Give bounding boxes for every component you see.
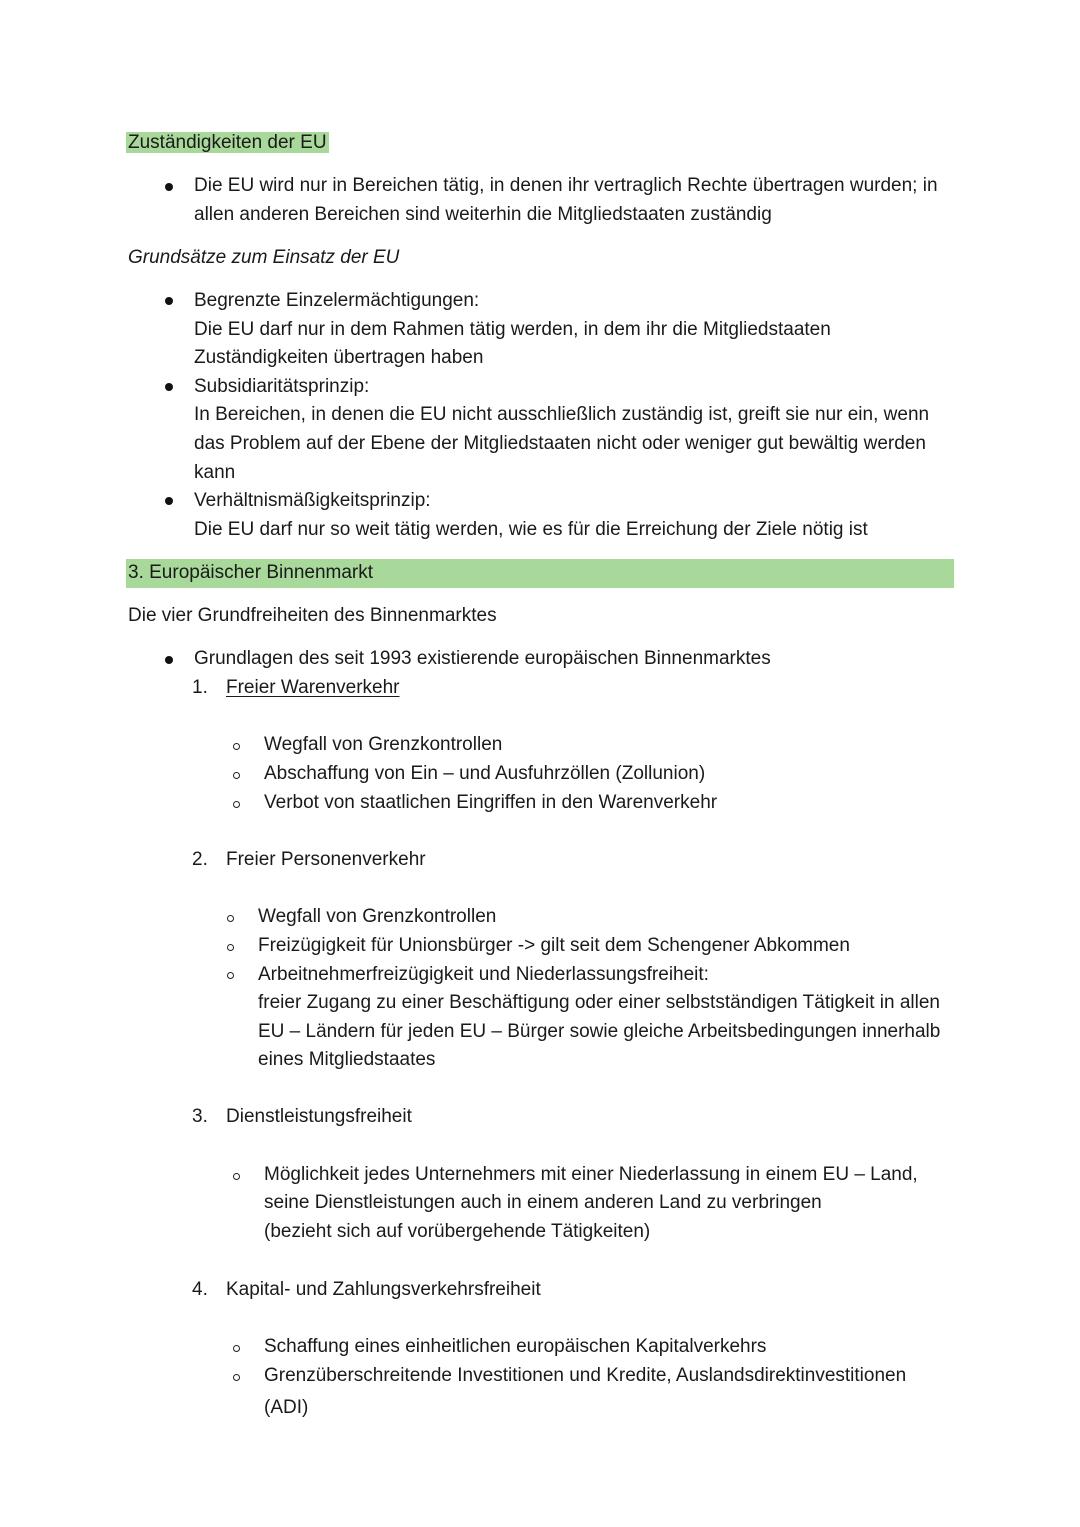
heading-binnenmarkt <box>126 559 954 588</box>
freedom-point: Arbeitnehmerfreizügigkeit und Niederlassungsfreiheit: <box>258 964 709 985</box>
bullet-icon <box>165 183 173 191</box>
freedom-point: Freizügigkeit für Unionsbürger -> gilt seit dem Schengener Abkommen <box>258 935 850 956</box>
freedom-number: 4. <box>192 1279 208 1300</box>
circle-bullet-icon <box>233 801 240 808</box>
list-item-text: In Bereichen, in denen die EU nicht ausschließlich zuständig ist, greift sie nur ein, wenn <box>194 404 930 425</box>
bullet-icon <box>165 297 173 305</box>
bullet-icon <box>165 656 173 664</box>
freedom-point: Möglichkeit jedes Unternehmers mit einer Niederlassung in einem EU – Land, <box>264 1164 918 1185</box>
freedom-title: Freier Personenverkehr <box>226 849 426 870</box>
circle-bullet-icon <box>233 1374 240 1381</box>
heading-text: 3. Europäischer Binnenmarkt <box>128 562 374 583</box>
circle-bullet-icon <box>227 944 234 951</box>
list-item-title: Verhältnismäßigkeitsprinzip: <box>194 490 431 511</box>
freedom-number: 1. <box>192 677 208 698</box>
freedom-point-text: freier Zugang zu einer Beschäftigung oder einer selbstständigen Tätigkeit in allen <box>258 992 940 1013</box>
circle-bullet-icon <box>233 743 240 750</box>
heading-grundsaetze: Grundsätze zum Einsatz der EU <box>128 247 400 268</box>
freedom-point: Wegfall von Grenzkontrollen <box>264 734 503 755</box>
freedom-point: Grenzüberschreitende Investitionen und Kredite, Auslandsdirektinvestitionen <box>264 1365 907 1386</box>
heading-text: Zuständigkeiten der EU <box>128 132 327 153</box>
freedom-point-text: (bezieht sich auf vorübergehende Tätigkeiten) <box>264 1221 651 1242</box>
freedom-point-text: seine Dienstleistungen auch in einem anderen Land zu verbringen <box>264 1192 822 1213</box>
list-item-text: Die EU darf nur in dem Rahmen tätig werden, in dem ihr die Mitgliedstaaten <box>194 319 831 340</box>
freedom-number: 2. <box>192 849 208 870</box>
freedom-point: Wegfall von Grenzkontrollen <box>258 906 497 927</box>
freedom-number: 3. <box>192 1106 208 1127</box>
list-item-text: kann <box>194 462 236 483</box>
subheading-grundfreiheiten: Die vier Grundfreiheiten des Binnenmarktes <box>128 605 497 626</box>
circle-bullet-icon <box>227 972 234 979</box>
list-item-title: Subsidiaritätsprinzip: <box>194 376 370 397</box>
freedom-point: Verbot von staatlichen Eingriffen in den Warenverkehr <box>264 792 718 813</box>
freedom-title: Kapital- und Zahlungsverkehrsfreiheit <box>226 1279 541 1300</box>
intro-text: Grundlagen des seit 1993 existierende europäischen Binnenmarktes <box>194 648 771 669</box>
bullet-icon <box>165 383 173 391</box>
freedom-point: Abschaffung von Ein – und Ausfuhrzöllen (Zollunion) <box>264 763 706 784</box>
circle-bullet-icon <box>233 1345 240 1352</box>
circle-bullet-icon <box>227 915 234 922</box>
freedom-point-text: EU – Ländern für jeden EU – Bürger sowie gleiche Arbeitsbedingungen innerhalb <box>258 1021 941 1042</box>
freedom-title: Freier Warenverkehr <box>226 677 400 698</box>
freedom-point: Schaffung eines einheitlichen europäischen Kapitalverkehrs <box>264 1336 767 1357</box>
circle-bullet-icon <box>233 772 240 779</box>
list-item-text: das Problem auf der Ebene der Mitgliedstaaten nicht oder weniger gut bewältig werden <box>194 433 926 454</box>
freedom-point-text: eines Mitgliedstaates <box>258 1049 436 1070</box>
freedom-title: Dienstleistungsfreiheit <box>226 1106 412 1127</box>
heading-zustaendigkeiten <box>128 129 329 158</box>
list-item-title: Begrenzte Einzelermächtigungen: <box>194 290 480 311</box>
circle-bullet-icon <box>233 1173 240 1180</box>
freedom-point-text: (ADI) <box>264 1397 309 1418</box>
list-item-text: Zuständigkeiten übertragen haben <box>194 347 484 368</box>
list-item-text: Die EU darf nur so weit tätig werden, wie es für die Erreichung der Ziele nötig ist <box>194 519 868 540</box>
paragraph-line: allen anderen Bereichen sind weiterhin die Mitgliedstaaten zuständig <box>194 204 772 225</box>
bullet-icon <box>165 497 173 505</box>
paragraph-line: Die EU wird nur in Bereichen tätig, in denen ihr vertraglich Rechte übertragen wurden; in <box>194 175 938 196</box>
